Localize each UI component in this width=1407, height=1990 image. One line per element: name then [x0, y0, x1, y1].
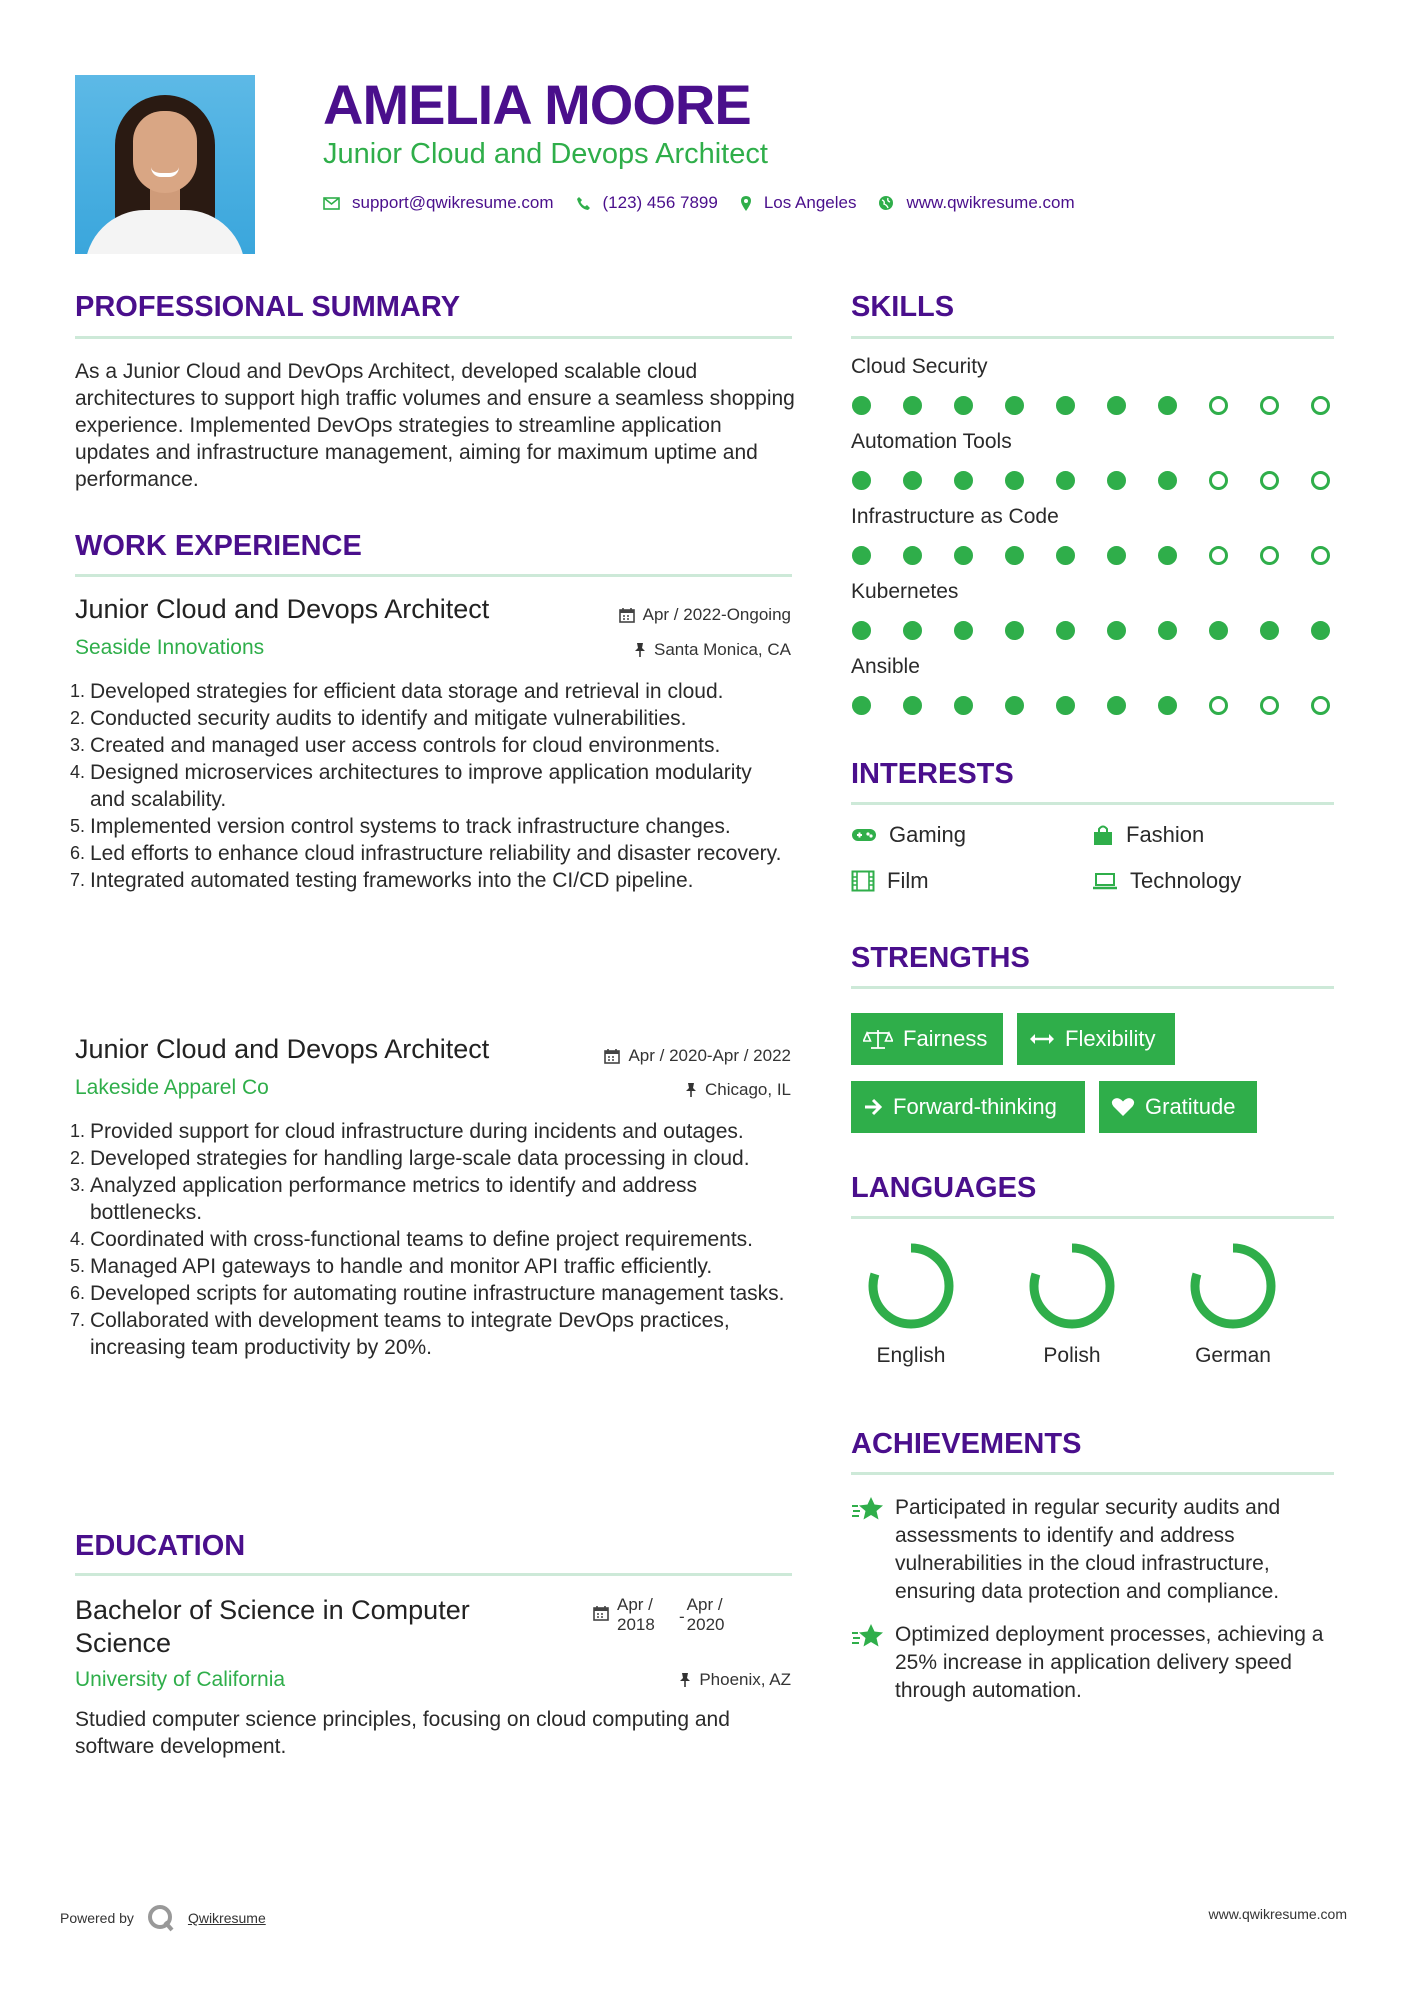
language-ring — [865, 1240, 957, 1332]
rating-dot-empty — [1311, 396, 1330, 415]
rating-dot-filled — [1005, 471, 1024, 490]
strength-gratitude: Gratitude — [1099, 1081, 1257, 1133]
rating-dot-filled — [852, 396, 871, 415]
language-ring-arc — [873, 1248, 949, 1324]
calendar-icon — [604, 1048, 620, 1064]
education-divider — [75, 1573, 792, 1576]
skill-rating — [852, 471, 1330, 490]
skills-divider — [851, 336, 1334, 339]
list-item: 6. Led efforts to enhance cloud infrastructure reliability and disaster recovery. — [70, 842, 782, 865]
job-1-company: Seaside Innovations — [75, 636, 265, 659]
skill-rating — [852, 696, 1330, 715]
list-item: 4. Coordinated with cross-functional teams to define project requirements. — [70, 1228, 753, 1251]
rating-dot-filled — [1056, 696, 1075, 715]
list-item: 7. Collaborated with development teams to integrate DevOps practices, increasing team productivity by 20%. — [70, 1309, 730, 1359]
rating-dot-filled — [903, 696, 922, 715]
rating-dot-empty — [1260, 471, 1279, 490]
globe-icon — [878, 195, 894, 211]
contact-bar — [323, 193, 1097, 213]
footer-url[interactable]: www.qwikresume.com — [1208, 1906, 1347, 1922]
list-item: 6. Developed scripts for automating routine infrastructure management tasks. — [70, 1282, 785, 1305]
language-ring-arc — [1034, 1248, 1110, 1324]
rating-dot-filled — [903, 471, 922, 490]
profile-photo — [75, 75, 255, 254]
rating-dot-empty — [1260, 396, 1279, 415]
skill-name: Infrastructure as Code — [851, 505, 1059, 528]
calendar-icon — [619, 607, 635, 623]
strengths-divider — [851, 986, 1334, 989]
work-heading: WORK EXPERIENCE — [75, 530, 362, 562]
list-item: 1. Developed strategies for efficient data storage and retrieval in cloud. — [70, 680, 724, 703]
job-2-date: Apr / 2020-Apr / 2022 — [604, 1046, 791, 1066]
skill-name: Cloud Security — [851, 355, 988, 378]
language-item — [856, 1240, 966, 1368]
skill-rating — [852, 546, 1330, 565]
laptop-icon — [1092, 872, 1118, 890]
language-item — [1017, 1240, 1127, 1368]
rating-dot-filled — [1056, 471, 1075, 490]
rating-dot-empty — [1311, 546, 1330, 565]
rating-dot-filled — [1056, 621, 1075, 640]
rating-dot-filled — [1209, 621, 1228, 640]
skill-name: Kubernetes — [851, 580, 959, 603]
skill-name: Ansible — [851, 655, 920, 678]
strengths-heading: STRENGTHS — [851, 942, 1030, 974]
rating-dot-filled — [1107, 696, 1126, 715]
rating-dot-filled — [954, 396, 973, 415]
skill-rating — [852, 621, 1330, 640]
list-item: 5. Managed API gateways to handle and monitor API traffic efficiently. — [70, 1255, 713, 1278]
rating-dot-filled — [1005, 396, 1024, 415]
list-item: 5. Implemented version control systems to track infrastructure changes. — [70, 815, 731, 838]
rating-dot-filled — [1158, 396, 1177, 415]
work-divider — [75, 574, 792, 577]
interest-gaming: Gaming — [851, 822, 966, 848]
powered-by: Powered by Qwikresume — [60, 1903, 266, 1933]
qwikresume-logo-icon — [146, 1903, 176, 1933]
rating-dot-empty — [1209, 696, 1228, 715]
phone-icon — [576, 196, 591, 211]
summary-heading: PROFESSIONAL SUMMARY — [75, 291, 461, 323]
language-ring — [1187, 1240, 1279, 1332]
rating-dot-filled — [903, 396, 922, 415]
rating-dot-filled — [1260, 621, 1279, 640]
rating-dot-filled — [1107, 471, 1126, 490]
rating-dot-filled — [1005, 546, 1024, 565]
rating-dot-filled — [1056, 546, 1075, 565]
list-item: 2. Developed strategies for handling large-scale data processing in cloud. — [70, 1147, 750, 1170]
list-item: 7. Integrated automated testing frameworks into the CI/CD pipeline. — [70, 869, 694, 892]
achievement-item: Optimized deployment processes, achieving a 25% increase in application delivery speed through automation. — [851, 1621, 1341, 1705]
language-label: English — [876, 1344, 946, 1367]
calendar-icon — [593, 1605, 609, 1621]
interests-heading: INTERESTS — [851, 758, 1014, 790]
interest-fashion: Fashion — [1092, 822, 1204, 848]
contact-location: Los Angeles — [740, 193, 857, 213]
job-1-location: Santa Monica, CA — [634, 640, 791, 660]
interest-technology: Technology — [1092, 868, 1241, 894]
rating-dot-filled — [1158, 621, 1177, 640]
pushpin-icon — [634, 642, 646, 658]
rating-dot-filled — [954, 696, 973, 715]
list-item: 2. Conducted security audits to identify and mitigate vulnerabilities. — [70, 707, 687, 730]
strength-flexibility: Flexibility — [1017, 1013, 1175, 1065]
arrow-right-icon — [863, 1097, 883, 1117]
job-2-company: Lakeside Apparel Co — [75, 1076, 269, 1099]
rating-dot-empty — [1311, 696, 1330, 715]
shopping-bag-icon — [1092, 824, 1114, 846]
rating-dot-filled — [852, 621, 871, 640]
rating-dot-filled — [1005, 621, 1024, 640]
gamepad-icon — [851, 827, 877, 843]
balance-scale-icon — [863, 1028, 893, 1050]
rating-dot-filled — [1311, 621, 1330, 640]
rating-dot-filled — [852, 471, 871, 490]
rating-dot-empty — [1209, 546, 1228, 565]
contact-email[interactable]: support@qwikresume.com — [323, 193, 554, 213]
rating-dot-filled — [903, 621, 922, 640]
candidate-name: AMELIA MOORE — [323, 73, 751, 136]
qwikresume-link[interactable]: Qwikresume — [187, 1910, 266, 1926]
contact-website[interactable]: www.qwikresume.com — [878, 193, 1074, 213]
languages-divider — [851, 1216, 1334, 1219]
interests-divider — [851, 802, 1334, 805]
rating-dot-filled — [1158, 471, 1177, 490]
rating-dot-filled — [1005, 696, 1024, 715]
job-1-title: Junior Cloud and Devops Architect — [75, 594, 490, 624]
job-1-responsibilities — [72, 678, 792, 894]
star-achievement-icon — [851, 1494, 895, 1606]
candidate-title: Junior Cloud and Devops Architect — [323, 138, 768, 170]
rating-dot-filled — [852, 546, 871, 565]
map-marker-icon — [740, 195, 752, 212]
rating-dot-filled — [954, 546, 973, 565]
rating-dot-filled — [1158, 546, 1177, 565]
education-heading: EDUCATION — [75, 1530, 246, 1562]
school-name: University of California — [75, 1668, 286, 1691]
education-description: Studied computer science principles, focusing on cloud computing and software development. — [75, 1708, 730, 1758]
rating-dot-filled — [954, 471, 973, 490]
pushpin-icon — [685, 1082, 697, 1098]
rating-dot-empty — [1209, 396, 1228, 415]
summary-text: As a Junior Cloud and DevOps Architect, developed scalable cloud architectures to support high traffic volumes and ensure a seamless shopping experience. Implemented DevOps strategies to streamline application updates and infrastructure management, aiming for maximum uptime and performance. — [75, 360, 795, 491]
job-1-date: Apr / 2022-Ongoing — [619, 605, 791, 625]
film-icon — [851, 870, 875, 892]
job-2-title: Junior Cloud and Devops Architect — [75, 1034, 490, 1064]
rating-dot-filled — [1107, 621, 1126, 640]
strength-forward-thinking: Forward-thinking — [851, 1081, 1085, 1133]
education-location: Phoenix, AZ — [679, 1670, 791, 1690]
languages-heading: LANGUAGES — [851, 1172, 1037, 1204]
rating-dot-empty — [1311, 471, 1330, 490]
pushpin-icon — [679, 1672, 691, 1688]
list-item: 1. Provided support for cloud infrastructure during incidents and outages. — [70, 1120, 744, 1143]
language-item — [1178, 1240, 1288, 1368]
language-ring-arc — [1195, 1248, 1271, 1324]
rating-dot-filled — [1107, 546, 1126, 565]
language-label: German — [1195, 1344, 1271, 1367]
list-item: 3. Analyzed application performance metrics to identify and address bottlenecks. — [70, 1174, 697, 1224]
star-achievement-icon — [851, 1621, 895, 1705]
education-dates: Apr / 2018 - Apr / 2020 — [593, 1595, 741, 1635]
list-item: 4. Designed microservices architectures to improve application modularity and scalability. — [70, 761, 752, 811]
interest-film: Film — [851, 868, 929, 894]
skill-name: Automation Tools — [851, 430, 1012, 453]
job-2-location: Chicago, IL — [685, 1080, 791, 1100]
rating-dot-filled — [1158, 696, 1177, 715]
envelope-icon — [323, 197, 340, 210]
achievements-heading: ACHIEVEMENTS — [851, 1428, 1082, 1460]
rating-dot-empty — [1260, 546, 1279, 565]
skill-rating — [852, 396, 1330, 415]
language-label: Polish — [1043, 1344, 1101, 1367]
language-ring — [1026, 1240, 1118, 1332]
list-item: 3. Created and managed user access controls for cloud environments. — [70, 734, 721, 757]
achievements-divider — [851, 1472, 1334, 1475]
rating-dot-empty — [1209, 471, 1228, 490]
summary-divider — [75, 336, 792, 339]
job-2-responsibilities — [72, 1118, 792, 1361]
rating-dot-filled — [1056, 396, 1075, 415]
strength-fairness: Fairness — [851, 1013, 1003, 1065]
rating-dot-empty — [1260, 696, 1279, 715]
contact-phone[interactable]: (123) 456 7899 — [576, 193, 718, 213]
achievement-item: Participated in regular security audits and assessments to identify and address vulnerabilities in the cloud infrastructure, ensuring data protection and compliance. — [851, 1494, 1341, 1606]
rating-dot-filled — [903, 546, 922, 565]
arrows-horizontal-icon — [1029, 1032, 1055, 1046]
rating-dot-filled — [852, 696, 871, 715]
rating-dot-filled — [954, 621, 973, 640]
rating-dot-filled — [1107, 396, 1126, 415]
degree-title: Bachelor of Science in Computer Science — [75, 1595, 470, 1658]
heart-icon — [1111, 1097, 1135, 1117]
skills-heading: SKILLS — [851, 291, 955, 323]
